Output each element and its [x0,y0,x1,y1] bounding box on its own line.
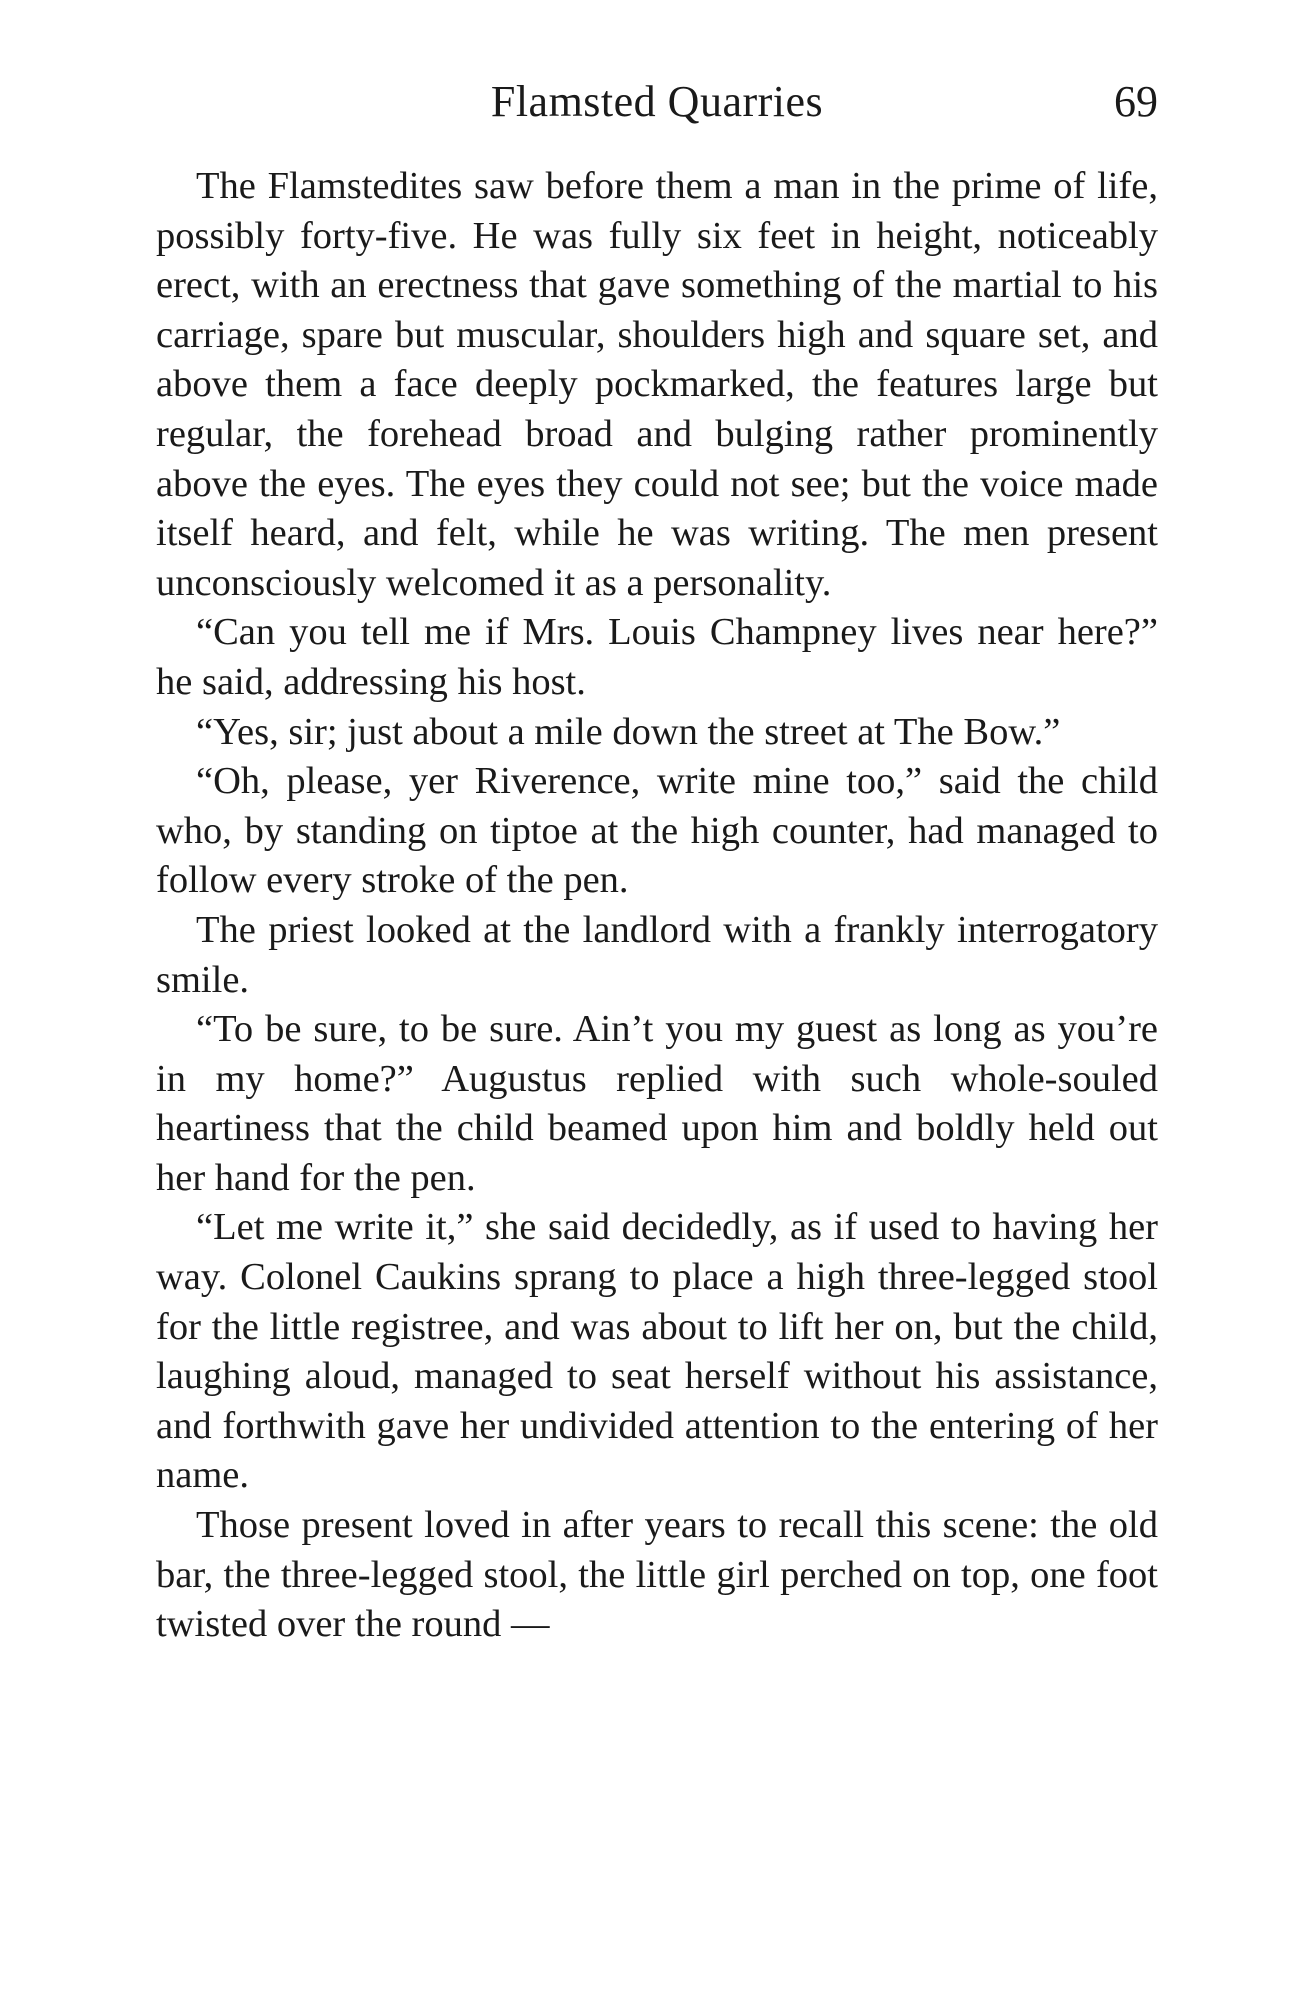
paragraph: “Yes, sir; just about a mile down the street at The Bow.” [196,710,1061,753]
running-title: Flamsted Quarries [490,77,824,126]
paragraph: Those present loved in after years to recall this scene: the old bar, the three-legged stool, the little girl perched on top, one foot twisted over the round — [156,1504,1158,1646]
paragraph: The priest looked at the landlord with a frankly interrogatory smile. [156,908,1158,1001]
paragraph: The Flamstedites saw before them a man in the prime of life, possibly forty-five. He was fully six feet in height, noticeably erect, with an erectness that gave something of the martial to his carriage, spare but muscular, shoulders high and square set, and above them a face deeply pockmarked, the features large but regular, the forehead broad and bulging rather prominently above the eyes. The eyes they could not see; but the voice made itself heard, and felt, while he was writing. The men present unconsciously welcomed it as a personality. [156,165,1158,604]
paragraph: “Let me write it,” she said decidedly, as if used to having her way. Colonel Caukins sprang to place a high three-legged stool for the little registree, and was about to lift her on, but the child, laughing aloud, managed to seat herself without his assistance, and forthwith gave her undivided attention to the entering of her name. [156,1206,1158,1497]
page-number: 69 [1114,77,1158,126]
body-text [156,162,1158,1650]
paragraph: “Can you tell me if Mrs. Louis Champney lives near here?” he said, addressing his host. [156,611,1158,703]
running-head [156,72,1158,132]
paragraph: “Oh, please, yer Riverence, write mine too,” said the child who, by standing on tiptoe at the high counter, had managed to follow every stroke of the pen. [156,760,1158,902]
paragraph: “To be sure, to be sure. Ain’t you my guest as long as you’re in my home?” Augustus replied with such whole-souled heartiness that the child beamed upon him and boldly held out her hand for the pen. [156,1008,1158,1199]
